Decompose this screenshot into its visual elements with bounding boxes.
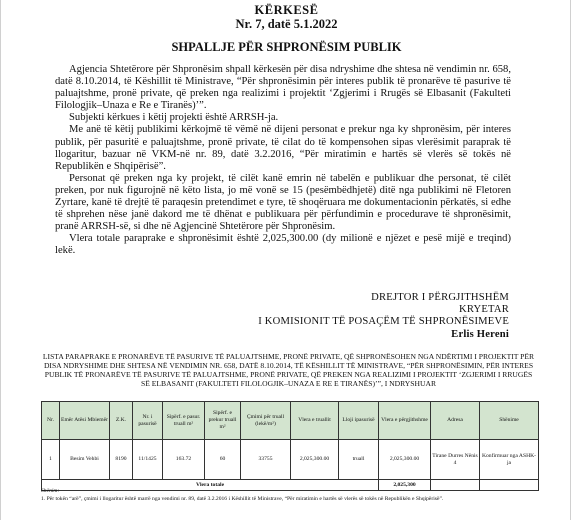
footnote-heading: Shënim: — [41, 488, 60, 494]
signature-commission: I KOMISIONIT TË POSAÇËM TË SHPRONËSIMEVE — [258, 316, 509, 328]
col-header: Vlera e truallit — [291, 402, 339, 440]
table-cell: 1 — [42, 440, 60, 480]
table-row — [42, 440, 539, 480]
table-cell: Konfirmuar nga ASHK-ja — [480, 440, 539, 480]
table-caption: LISTA PARAPRAKE E PRONARËVE TË PASURIVE TË PALUAJTSHME, PRONË PRIVATE, QË SHPRONËSOHEN NGA NDËRTIMI I PROJEKTIT PËR DISA NDRYSHIME DHE SHTESA NË VENDIMIN NR. 658, DATË 8.10.2014, TË KËSHILLIT TË MINISTRAVE, “PËR SHPRONËSIMIN, PËR INTERES PUBLIK TË PRONARËVE TË PASURIVE TË PALUAJTSHME, PRONË PRIVATE, QË PREKEN NGA REALIZIMI I PROJEKTIT ‘ZGJERIMI I RRUGËS SË ELBASANIT (FAKULTETI FILOLOGJIK–UNAZA E RE E TIRANËS)’”, I NDRYSHUAR — [42, 352, 535, 388]
document-subtitle: SHPALLJE PËR SHPRONËSIM PUBLIK — [171, 40, 402, 54]
col-header: Sipërf. e prekur truall m² — [205, 402, 241, 440]
table-total-row — [42, 480, 539, 491]
col-header: Sipërf. e pasur. truall m² — [163, 402, 205, 440]
signature-title: DREJTOR I PËRGJITHSHËM — [371, 292, 509, 303]
col-header: Shënime — [480, 402, 539, 440]
col-header: Adresa — [431, 402, 480, 440]
signature-role: KRYETAR — [459, 304, 509, 316]
table-cell — [480, 480, 539, 491]
table-cell: 60 — [205, 440, 241, 480]
col-header: Z.K. — [110, 402, 133, 440]
table-cell: 2,025,300.00 — [291, 440, 339, 480]
document-number: Nr. 7, datë 5.1.2022 — [235, 17, 338, 31]
total-value: 2,025,300 — [379, 480, 431, 491]
paragraph-subject: Subjekti kërkues i këtij projekti është ARRSH-ja. — [69, 112, 279, 124]
col-header: Çmimi për truall (lekë/m²) — [241, 402, 291, 440]
col-header: Emër Atësi Mbiemër — [60, 402, 110, 440]
table-cell: Besim Vehbi — [60, 440, 110, 480]
table-header-row — [42, 402, 539, 440]
col-header: Nr. — [42, 402, 60, 440]
paragraph-rights: Personat që preken nga ky projekt, të cilët kanë emrin në tabelën e publikuar dhe personat, të cilët preken, por nuk figurojnë në këto lista, jo më vonë se 15 (pesëmbëdhjetë) ditë nga publikimi në Fletoren Zyrtare, kanë të drejtë të paraqesin pretendimet e tyre, të shoqëruara me dokumentacionin përkatës, si edhe të shprehen nëse janë dakord me të dhënat e publikuara për përfundimin e procedurave të shpronësimit, pranë ARRSH-së, si dhe në Agjencinë Shtetërore për Shpronësim. — [55, 172, 511, 233]
paragraph-total: Vlera totale paraprake e shpronësimit është 2,025,300.00 (dy milionë e njëzet e pesë mijë e treqind) lekë. — [55, 233, 511, 257]
table-cell: Tirane Durres Nënis 4 — [431, 440, 480, 480]
document-body — [55, 64, 511, 258]
total-label: Vlera totale — [42, 480, 379, 491]
table-cell: 2,025,300.00 — [379, 440, 431, 480]
table-cell: truall — [339, 440, 379, 480]
owners-table — [41, 401, 539, 491]
signature-name: Erlis Hereni — [451, 328, 509, 340]
table-cell: 8190 — [110, 440, 133, 480]
table-cell: 11/1425 — [133, 440, 163, 480]
document-title: KËRKESË — [254, 3, 319, 17]
col-header: Vlera e përgjithshme — [379, 402, 431, 440]
col-header: Lloji ipasurisë — [339, 402, 379, 440]
signature-block — [258, 292, 509, 341]
paragraph-notice: Me anë të këtij publikimi kërkojmë të vëmë në dijeni personat e prekur nga ky shpronësim, për interes publik, për pasuritë e paluajtshme, pronë private, të cilat do të kompensohen sipas vlerësimit paraprak të llogaritur, bazuar në VKM-në nr. 89, datë 3.2.2016, “Për miratimin e hartës së vlerës së tokës në Republikën e Shqipërisë”. — [55, 124, 511, 172]
col-header: Nr. i pasurisë — [133, 402, 163, 440]
table-cell: 33755 — [241, 440, 291, 480]
footnote-text: 1. Për tokën “arë”, çmimi i llogaritur është marrë nga vendimi nr. 89, datë 3.2.2016 i Këshillit të Ministrave, “Për miratimin e hartës së vlerës së tokës në Republikën e Shqipërisë”. — [41, 496, 444, 502]
paragraph-intro: Agjencia Shtetërore për Shpronësim shpall kërkesën për disa ndryshime dhe shtesa në vendimin nr. 658, datë 8.10.2014, të Këshillit të Ministrave, “Për shpronësimin për interes publik të pronarëve të pasurive të paluajtshme, pronë private, që preken nga realizimi i projektit ‘Zgjerimi i Rrugës së Elbasanit (Fakulteti Filologjik–Unaza e Re e Tiranës)’”. — [55, 64, 511, 112]
table-cell — [431, 480, 480, 491]
table-cell: 163.72 — [163, 440, 205, 480]
